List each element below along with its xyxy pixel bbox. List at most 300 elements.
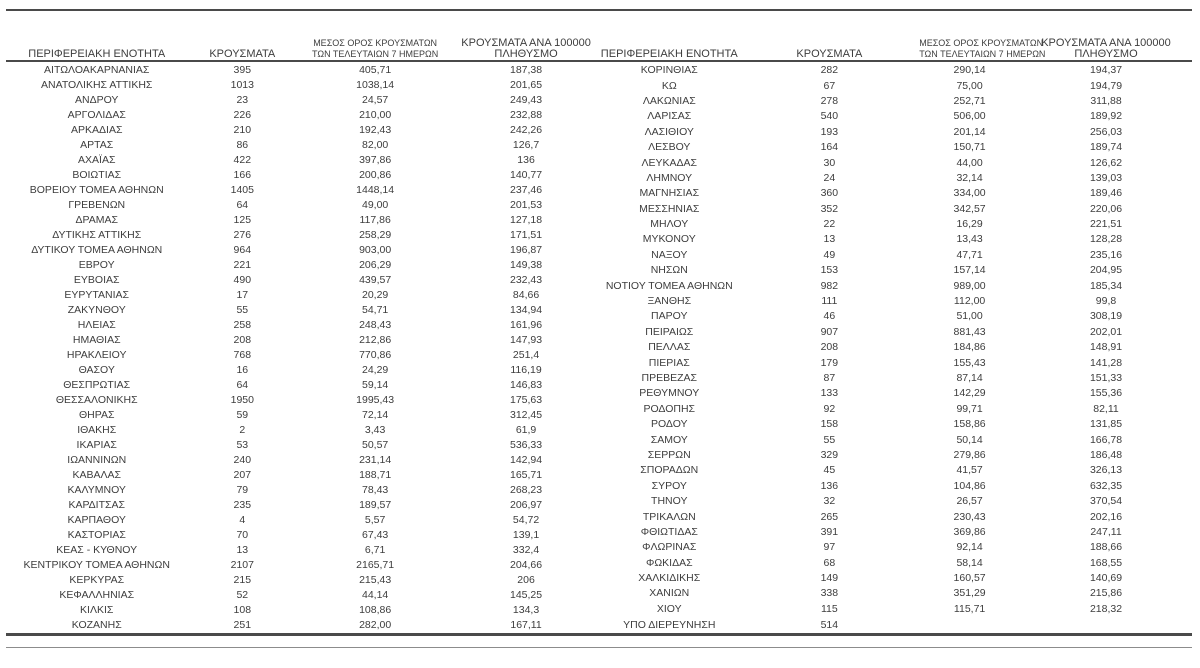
per100k-cell: 232,43	[509, 274, 543, 286]
per100k-cell: 237,46	[509, 184, 543, 196]
cases-cell: 208	[820, 341, 839, 354]
cases-cell: 158	[820, 418, 839, 431]
region-cell: ΚΕΡΚΥΡΑΣ	[69, 574, 125, 586]
per100k-cell: 145,25	[509, 589, 543, 601]
per100k-cell: 311,88	[1090, 94, 1122, 107]
table-row	[6, 303, 599, 318]
column-header-cases	[740, 11, 920, 63]
region-cell: ΘΗΡΑΣ	[78, 409, 115, 421]
cases-cell: 395	[233, 64, 252, 76]
avg7-cell: 16,29	[956, 218, 983, 231]
table-row	[599, 540, 1192, 555]
per100k-cell: 116,19	[510, 364, 542, 376]
table-row	[599, 94, 1192, 109]
avg7-cell: 342,57	[953, 202, 986, 215]
avg7-cell: 189,57	[359, 499, 392, 511]
avg7-cell: 248,43	[359, 319, 392, 331]
avg7-cell: 279,86	[953, 448, 986, 461]
table-row	[6, 618, 599, 633]
cases-cell: 360	[820, 187, 839, 200]
cases-cell: 240	[233, 454, 252, 466]
cases-cell: 982	[820, 279, 839, 292]
cases-cell: 59	[236, 409, 249, 421]
per100k-cell: 206,97	[509, 499, 543, 511]
cases-cell: 278	[820, 94, 839, 107]
per100k-cell: 268,23	[509, 484, 543, 496]
per100k-cell: 134,3	[512, 604, 540, 616]
table-row	[599, 125, 1192, 140]
avg7-cell: 188,71	[359, 469, 392, 481]
per100k-cell: 201,53	[509, 199, 543, 211]
per100k-cell: 140,69	[1089, 572, 1123, 585]
tables-container	[6, 11, 1192, 633]
per100k-cell: 235,16	[1089, 248, 1123, 261]
region-cell: ΛΑΣΙΘΙΟΥ	[644, 125, 694, 138]
cases-cell: 164	[820, 141, 839, 154]
region-cell: ΛΗΜΝΟΥ	[646, 171, 693, 184]
per100k-cell: 221,51	[1089, 218, 1123, 231]
table-row	[6, 183, 599, 198]
table-row	[6, 393, 599, 408]
avg7-cell: 26,57	[956, 495, 983, 508]
region-cell: ΑΡΓΟΛΙΔΑΣ	[67, 109, 126, 121]
avg7-cell: 210,00	[359, 109, 392, 121]
header-row	[6, 11, 599, 63]
cases-cell: 540	[820, 110, 839, 123]
per100k-cell: 185,34	[1089, 279, 1123, 292]
avg7-cell: 67,43	[361, 529, 389, 541]
per100k-cell: 206	[517, 574, 535, 586]
region-cell: ΣΠΟΡΑΔΩΝ	[640, 464, 699, 477]
cases-cell: 53	[236, 439, 249, 451]
region-cell: ΒΟΡΕΙΟΥ ΤΟΜΕΑ ΑΘΗΝΩΝ	[29, 184, 164, 196]
table-body-left	[6, 63, 599, 633]
per100k-cell: 127,18	[509, 214, 543, 226]
column-header-per100k-line1: ΚΡΟΥΣΜΑΤΑ ΑΝΑ 100000	[1041, 37, 1171, 49]
avg7-cell: 230,43	[953, 510, 986, 523]
avg7-cell: 44,00	[956, 156, 983, 169]
region-cell: ΧΑΝΙΩΝ	[649, 587, 690, 600]
region-cell: ΑΙΤΩΛΟΑΚΑΡΝΑΝΙΑΣ	[44, 64, 150, 76]
per100k-cell: 204,95	[1089, 264, 1123, 277]
avg7-cell: 50,57	[361, 439, 389, 451]
region-cell: ΧΙΟΥ	[656, 602, 682, 615]
avg7-cell: 5,57	[364, 514, 386, 526]
cases-cell: 55	[823, 433, 836, 446]
table-row	[599, 309, 1192, 324]
cases-cell: 136	[820, 479, 839, 492]
cases-cell: 86	[236, 139, 249, 151]
table-row	[599, 448, 1192, 463]
table-row	[599, 217, 1192, 232]
table-row	[599, 586, 1192, 601]
avg7-cell: 369,86	[953, 525, 986, 538]
avg7-cell: 108,86	[359, 604, 392, 616]
region-cell: ΞΑΝΘΗΣ	[647, 295, 692, 308]
region-cell: ΣΕΡΡΩΝ	[647, 448, 691, 461]
per100k-cell: 247,11	[1090, 525, 1122, 538]
column-header-avg7-line1: ΜΕΣΟΣ ΟΡΟΣ ΚΡΟΥΣΜΑΤΩΝ	[919, 38, 1044, 48]
cases-cell: 17	[236, 289, 249, 301]
table-row	[6, 348, 599, 363]
avg7-cell: 290,14	[953, 64, 986, 77]
table-row	[599, 417, 1192, 432]
per100k-cell: 326,13	[1089, 464, 1123, 477]
table-row	[599, 78, 1192, 93]
region-cell: ΣΥΡΟΥ	[651, 479, 687, 492]
table-row	[6, 363, 599, 378]
table-row	[599, 155, 1192, 170]
bottom-rule-dark	[6, 633, 1192, 636]
table-row	[6, 558, 599, 573]
region-cell: ΙΩΑΝΝΙΝΩΝ	[67, 454, 127, 466]
avg7-cell: 351,29	[953, 587, 986, 600]
avg7-cell: 47,71	[956, 248, 983, 261]
per100k-cell: 202,16	[1089, 510, 1123, 523]
region-cell: ΚΟΖΑΝΗΣ	[71, 619, 122, 631]
region-cell: ΚΕΑΣ - ΚΥΘΝΟΥ	[56, 544, 138, 556]
region-cell: ΚΑΒΑΛΑΣ	[72, 469, 121, 481]
per100k-cell: 139,03	[1089, 171, 1123, 184]
table-row	[599, 186, 1192, 201]
region-cell: ΙΘΑΚΗΣ	[77, 424, 117, 436]
per100k-cell: 188,66	[1089, 541, 1123, 554]
avg7-cell: 1448,14	[356, 184, 395, 196]
cases-cell: 30	[823, 156, 836, 169]
avg7-cell: 212,86	[359, 334, 392, 346]
cases-table-right	[599, 11, 1192, 633]
avg7-cell: 44,14	[361, 589, 389, 601]
cases-cell: 768	[233, 349, 252, 361]
per100k-cell: 139,1	[512, 529, 540, 541]
avg7-cell: 150,71	[953, 141, 986, 154]
cases-cell: 149	[820, 572, 839, 585]
region-cell: ΧΑΛΚΙΔΙΚΗΣ	[638, 572, 701, 585]
avg7-cell: 231,14	[359, 454, 392, 466]
region-cell: ΑΝΑΤΟΛΙΚΗΣ ΑΤΤΙΚΗΣ	[41, 79, 153, 91]
cases-cell: 52	[236, 589, 249, 601]
table-row	[599, 371, 1192, 386]
table-row	[599, 140, 1192, 155]
per100k-cell: 187,38	[509, 64, 543, 76]
table-row	[6, 123, 599, 138]
region-cell: ΗΜΑΘΙΑΣ	[72, 334, 121, 346]
per100k-cell: 147,93	[509, 334, 543, 346]
region-cell: ΜΗΛΟΥ	[650, 218, 689, 231]
per100k-cell: 308,19	[1089, 310, 1123, 323]
column-header-cases-label: ΚΡΟΥΣΜΑΤΑ	[209, 48, 276, 60]
region-cell: ΔΥΤΙΚΗΣ ΑΤΤΙΚΗΣ	[52, 229, 142, 241]
cases-cell: 153	[820, 264, 839, 277]
avg7-cell: 2165,71	[356, 559, 395, 571]
avg7-cell: 51,00	[956, 310, 983, 323]
column-header-avg7-line2: ΤΩΝ ΤΕΛΕΥΤΑΙΩΝ 7 ΗΜΕΡΩΝ	[312, 49, 439, 59]
bottom-rule-light	[6, 647, 1192, 648]
region-cell: ΖΑΚΥΝΘΟΥ	[67, 304, 126, 316]
table-row	[599, 294, 1192, 309]
table-row	[6, 573, 599, 588]
table-row	[599, 248, 1192, 263]
cases-cell: 208	[233, 334, 252, 346]
region-cell: ΗΡΑΚΛΕΙΟΥ	[66, 349, 127, 361]
cases-cell: 92	[823, 402, 836, 415]
table-row	[6, 498, 599, 513]
table-row	[6, 378, 599, 393]
region-cell: ΡΟΔΟΥ	[650, 418, 688, 431]
cases-cell: 16	[236, 364, 249, 376]
cases-cell: 2107	[230, 559, 254, 571]
per100k-cell: 161,96	[509, 319, 543, 331]
region-cell: ΠΕΙΡΑΙΩΣ	[645, 325, 694, 338]
region-cell: ΦΘΙΩΤΙΔΑΣ	[640, 525, 698, 538]
avg7-cell: 206,29	[359, 259, 392, 271]
table-row	[599, 402, 1192, 417]
per100k-cell: 134,94	[509, 304, 543, 316]
per100k-cell: 370,54	[1089, 495, 1123, 508]
cases-cell: 115	[820, 602, 838, 615]
avg7-cell: 78,43	[361, 484, 389, 496]
region-cell: ΑΝΔΡΟΥ	[75, 94, 119, 106]
avg7-cell: 155,43	[953, 356, 986, 369]
cases-cell: 221	[233, 259, 252, 271]
per100k-cell: 232,88	[509, 109, 543, 121]
per100k-cell: 204,66	[509, 559, 543, 571]
region-cell: ΒΟΙΩΤΙΑΣ	[72, 169, 122, 181]
region-cell: ΚΑΡΔΙΤΣΑΣ	[68, 499, 125, 511]
avg7-cell: 506,00	[953, 110, 986, 123]
region-cell: ΦΩΚΙΔΑΣ	[645, 556, 693, 569]
region-cell: ΤΗΝΟΥ	[651, 495, 688, 508]
per100k-cell: 168,55	[1089, 556, 1123, 569]
column-header-cases	[187, 11, 297, 63]
cases-cell: 49	[823, 248, 836, 261]
cases-cell: 1013	[230, 79, 254, 91]
cases-cell: 258	[233, 319, 252, 331]
avg7-cell: 117,86	[359, 214, 391, 226]
region-cell: ΘΑΣΟΥ	[78, 364, 115, 376]
table-header-left	[6, 11, 599, 63]
per100k-cell: 194,79	[1089, 79, 1123, 92]
table-row	[599, 479, 1192, 494]
avg7-cell: 989,00	[953, 279, 986, 292]
region-cell: ΜΑΓΝΗΣΙΑΣ	[639, 187, 700, 200]
table-row	[6, 333, 599, 348]
cases-cell: 251	[233, 619, 252, 631]
region-cell: ΑΧΑΪΑΣ	[78, 154, 116, 166]
cases-cell: 226	[233, 109, 252, 121]
avg7-cell: 160,57	[953, 572, 986, 585]
region-cell: ΕΥΒΟΙΑΣ	[73, 274, 120, 286]
per100k-cell: 189,46	[1089, 187, 1123, 200]
cases-cell: 207	[233, 469, 252, 481]
per100k-cell: 220,06	[1089, 202, 1123, 215]
region-cell: ΚΟΡΙΝΘΙΑΣ	[640, 64, 698, 77]
region-cell: ΜΥΚΟΝΟΥ	[642, 233, 696, 246]
table-row	[599, 386, 1192, 401]
avg7-cell: 1995,43	[356, 394, 395, 406]
cases-cell: 166	[233, 169, 252, 181]
table-row	[599, 340, 1192, 355]
region-cell: ΛΑΚΩΝΙΑΣ	[642, 94, 696, 107]
region-cell: ΝΟΤΙΟΥ ΤΟΜΕΑ ΑΘΗΝΩΝ	[605, 279, 733, 292]
table-row	[6, 453, 599, 468]
table-row	[599, 355, 1192, 370]
avg7-cell: 3,43	[364, 424, 386, 436]
cases-cell: 111	[821, 295, 838, 308]
cases-cell: 45	[823, 464, 836, 477]
per100k-cell: 218,32	[1089, 602, 1123, 615]
cases-cell: 391	[820, 525, 839, 538]
table-row	[6, 528, 599, 543]
region-cell: ΛΕΥΚΑΔΑΣ	[641, 156, 698, 169]
per100k-cell: 128,28	[1089, 233, 1123, 246]
avg7-cell	[919, 617, 1020, 633]
table-row	[599, 202, 1192, 217]
per100k-cell: 251,4	[512, 349, 540, 361]
table-row	[6, 243, 599, 258]
avg7-cell: 215,43	[359, 574, 392, 586]
region-cell: ΗΛΕΙΑΣ	[77, 319, 116, 331]
avg7-cell: 87,14	[956, 372, 983, 384]
table-row	[6, 468, 599, 483]
table-row	[599, 263, 1192, 278]
cases-cell: 55	[236, 304, 249, 316]
region-cell: ΔΡΑΜΑΣ	[75, 214, 118, 226]
column-header-per100k-line2: ΠΛΗΘΥΣΜΟ	[1074, 48, 1138, 60]
cases-cell: 68	[823, 556, 836, 569]
table-row	[599, 463, 1192, 478]
cases-cell: 13	[823, 233, 836, 246]
region-cell: ΑΡΤΑΣ	[80, 139, 114, 151]
region-cell: ΡΟΔΟΠΗΣ	[643, 402, 696, 415]
per100k-cell: 332,4	[512, 544, 540, 556]
cases-cell: 282	[820, 64, 839, 77]
per100k-cell: 536,33	[509, 439, 543, 451]
table-row	[6, 513, 599, 528]
cases-cell: 4	[239, 514, 246, 526]
region-cell: ΘΕΣΣΑΛΟΝΙΚΗΣ	[55, 394, 138, 406]
avg7-cell: 6,71	[364, 544, 386, 556]
per100k-cell: 202,01	[1089, 325, 1123, 338]
cases-cell: 265	[820, 510, 839, 523]
cases-cell: 490	[233, 274, 252, 286]
cases-cell: 329	[820, 448, 839, 461]
avg7-cell: 13,43	[956, 233, 983, 246]
table-row	[599, 617, 1192, 633]
cases-cell: 235	[233, 499, 252, 511]
cases-cell: 338	[820, 587, 839, 600]
per100k-cell: 140,77	[509, 169, 543, 181]
per100k-cell: 175,63	[509, 394, 543, 406]
cases-cell: 22	[823, 218, 836, 231]
table-row	[599, 602, 1192, 617]
avg7-cell: 99,71	[956, 402, 983, 415]
cases-table-left	[6, 11, 599, 633]
avg7-cell: 54,71	[361, 304, 389, 316]
per100k-cell: 312,45	[509, 409, 543, 421]
region-cell: ΣΑΜΟΥ	[650, 433, 688, 446]
cases-cell: 108	[233, 604, 252, 616]
region-cell: ΚΕΦΑΛΛΗΝΙΑΣ	[59, 589, 135, 601]
column-header-region	[6, 11, 187, 63]
avg7-cell: 192,43	[359, 124, 392, 136]
cases-cell: 422	[233, 154, 252, 166]
region-cell: ΛΕΣΒΟΥ	[648, 141, 691, 154]
avg7-cell: 20,29	[361, 289, 389, 301]
per100k-cell: 189,74	[1089, 141, 1123, 154]
column-header-avg7	[919, 11, 1046, 63]
avg7-cell: 184,86	[953, 341, 986, 354]
avg7-cell: 252,71	[953, 94, 986, 107]
per100k-cell: 126,7	[512, 139, 540, 151]
per100k-cell: 148,91	[1089, 341, 1123, 354]
column-header-per100k	[1020, 11, 1192, 63]
cases-cell: 210	[233, 124, 252, 136]
table-row	[6, 108, 599, 123]
region-cell: ΛΑΡΙΣΑΣ	[647, 110, 692, 123]
region-cell: ΠΙΕΡΙΑΣ	[648, 356, 690, 369]
cases-cell: 179	[820, 356, 839, 369]
table-row	[6, 483, 599, 498]
per100k-cell: 632,35	[1089, 479, 1123, 492]
table-header-right	[599, 11, 1192, 63]
avg7-cell: 405,71	[359, 64, 392, 76]
table-row	[6, 288, 599, 303]
avg7-cell: 82,00	[361, 139, 389, 151]
table-row	[6, 228, 599, 243]
region-cell: ΡΕΘΥΜΝΟΥ	[639, 387, 700, 400]
cases-cell: 46	[823, 310, 836, 323]
table-row	[6, 138, 599, 153]
table-row	[599, 278, 1192, 293]
column-header-avg7	[297, 11, 453, 63]
avg7-cell: 397,86	[359, 154, 392, 166]
region-cell: ΔΥΤΙΚΟΥ ΤΟΜΕΑ ΑΘΗΝΩΝ	[31, 244, 163, 256]
table-row	[6, 438, 599, 453]
region-cell: ΦΛΩΡΙΝΑΣ	[642, 541, 697, 554]
avg7-cell: 158,86	[953, 418, 986, 431]
region-cell: ΚΑΡΠΑΘΟΥ	[67, 514, 126, 526]
region-cell: ΚΙΛΚΙΣ	[80, 604, 114, 616]
region-cell: ΚΑΣΤΟΡΙΑΣ	[67, 529, 126, 541]
cases-cell: 2	[239, 424, 246, 436]
avg7-cell: 439,57	[359, 274, 392, 286]
column-header-region-label: ΠΕΡΙΦΕΡΕΙΑΚΗ ΕΝΟΤΗΤΑ	[600, 48, 738, 60]
avg7-cell: 41,57	[956, 464, 983, 477]
avg7-cell: 24,29	[361, 364, 389, 376]
avg7-cell: 157,14	[953, 264, 986, 277]
table-row	[6, 273, 599, 288]
per100k-cell: 82,11	[1093, 402, 1119, 415]
avg7-cell: 881,43	[953, 325, 986, 338]
region-cell: ΠΡΕΒΕΖΑΣ	[641, 372, 698, 384]
region-cell: ΥΠΟ ΔΙΕΡΕΥΝΗΣΗ	[623, 618, 716, 631]
table-row	[599, 232, 1192, 247]
per100k-cell: 196,87	[509, 244, 543, 256]
cases-cell: 97	[823, 541, 836, 554]
table-row	[599, 571, 1192, 586]
region-cell: ΚΑΛΥΜΝΟΥ	[67, 484, 126, 496]
per100k-cell: 166,78	[1089, 433, 1123, 446]
cases-cell: 13	[236, 544, 249, 556]
per100k-cell	[1020, 617, 1192, 633]
region-cell: ΑΡΚΑΔΙΑΣ	[71, 124, 123, 136]
cases-cell: 87	[823, 372, 836, 384]
avg7-cell: 104,86	[953, 479, 986, 492]
cases-cell: 67	[823, 79, 836, 92]
avg7-cell: 282,00	[359, 619, 392, 631]
avg7-cell: 75,00	[956, 79, 983, 92]
